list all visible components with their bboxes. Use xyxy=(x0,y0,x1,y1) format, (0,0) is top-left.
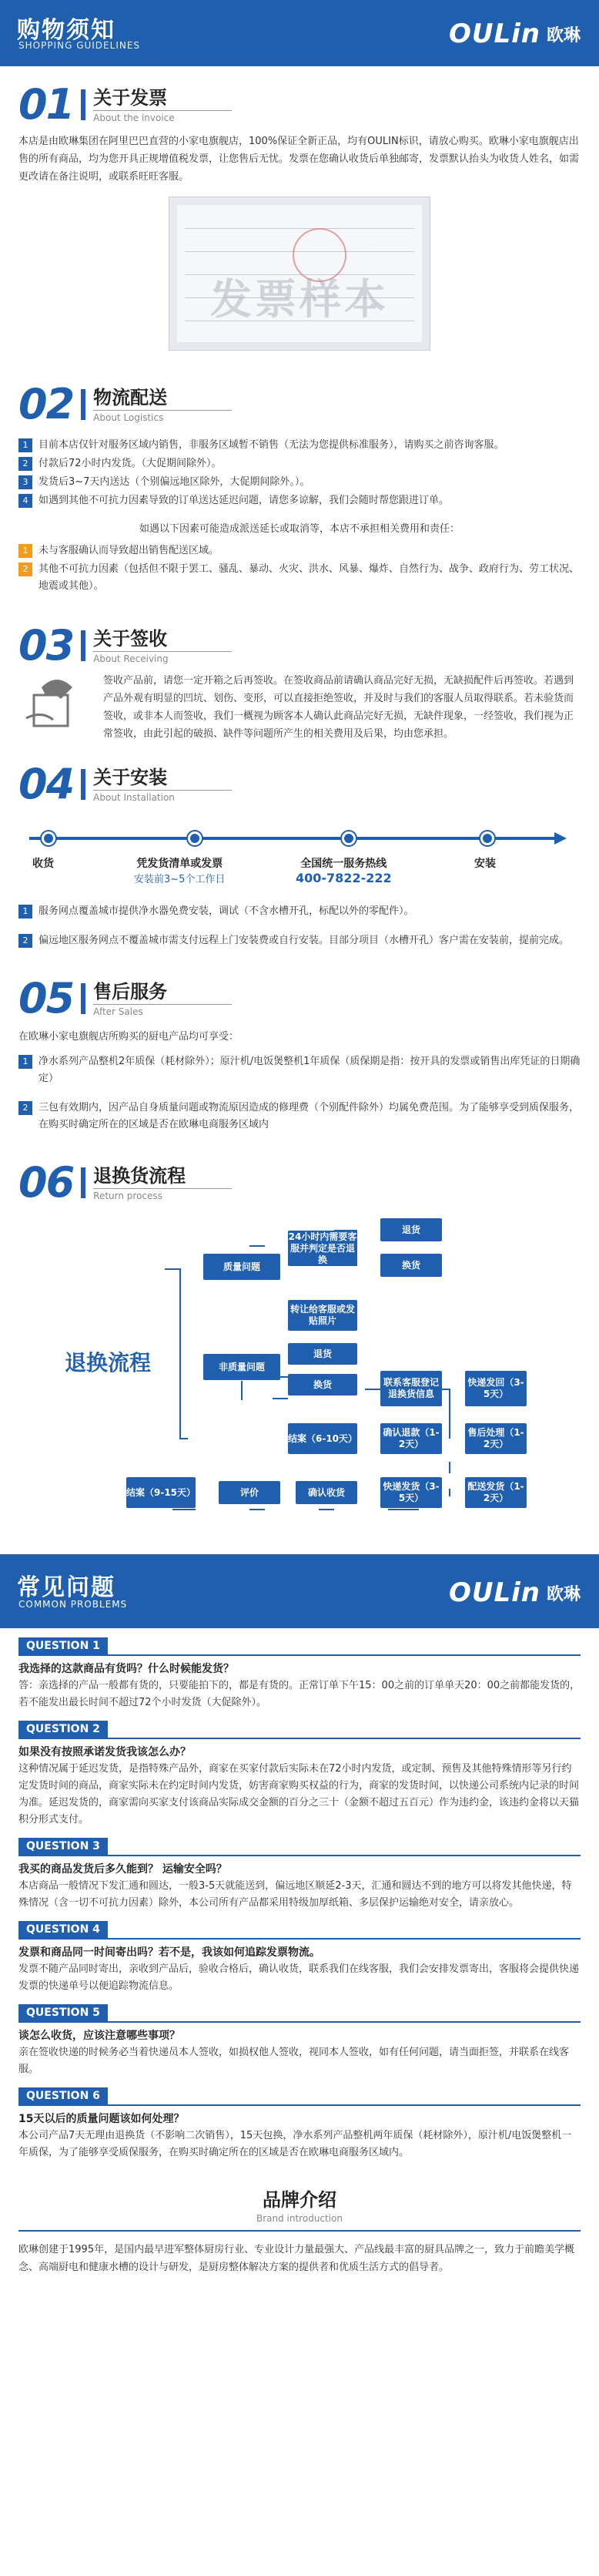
faq-item xyxy=(18,1628,581,1711)
section-aftersales xyxy=(0,968,599,1134)
divider xyxy=(81,769,85,800)
flow-node-deliver: 配送发货（1-2天） xyxy=(465,1477,527,1508)
aftersales-intro: 在欧琳小家电旗舰店所购买的厨电产品均可享受： xyxy=(18,1031,239,1043)
signature-icon xyxy=(18,672,88,734)
question-answer: 答：亲选择的产品一般都有货的，只要能拍下的，都是有货的。正常订单下午15：00之前的订单单天20：00之前都能发货的，若不能发出最长时间不超过72个小时发货（大促除外）。 xyxy=(18,1680,581,1708)
invoice-sample-image xyxy=(169,196,430,351)
flow-node-exchange2: 换货 xyxy=(288,1374,357,1395)
question-tag: QUESTION 1 xyxy=(18,1637,108,1654)
section-title: 售后服务 xyxy=(93,981,168,1003)
section-subtitle: Return process xyxy=(93,1188,232,1201)
list-item: 2 其他不可抗力因素（包括但不限于罢工、骚乱、暴动、火灾、洪水、风暴、爆炸、自然行为、战争、政府行为、劳工状况、地震或其他）。 xyxy=(18,561,581,595)
question-title: 发票和商品同一时间寄出吗？若不是，我该如何追踪发票物流。 xyxy=(18,1946,320,1959)
faq-item xyxy=(18,1829,581,1912)
flow-node-express: 快递发货（3-5天） xyxy=(380,1477,442,1508)
question-answer: 本公司产品7天无理由退换货（不影响二次销售），15天包换，净水系列产品整机两年质保（耗材除外），原汁机/电饭煲整机一年质保，为了能够享受质保服务，在购买时确定所在的区域是否在欧琳电商服务区域内。 xyxy=(18,2130,572,2158)
top-banner xyxy=(0,0,599,66)
timeline-step: 收货 xyxy=(32,858,54,870)
timeline-step: 安装 xyxy=(474,858,496,870)
faq-title: 常见问题 xyxy=(17,1574,115,1601)
question-tag: QUESTION 6 xyxy=(18,2087,108,2104)
section-subtitle: About the invoice xyxy=(93,110,232,123)
faq-item xyxy=(18,1711,581,1829)
section-title: 关于安装 xyxy=(93,767,168,788)
returns-flow-title: 退换流程 xyxy=(65,1350,152,1375)
section-title: 关于发票 xyxy=(93,87,168,109)
flow-node-receipt: 确认收货 xyxy=(296,1481,357,1504)
section-number: 06 xyxy=(18,1158,74,1207)
flow-node-nonquality: 非质量问题 xyxy=(203,1354,280,1380)
section-number: 05 xyxy=(18,974,74,1023)
section-subtitle: After Sales xyxy=(93,1004,232,1017)
arrow-right-icon xyxy=(554,832,567,845)
brand-intro-subtitle: Brand introduction xyxy=(256,2213,343,2224)
flow-node-settle: 结案（6-10天） xyxy=(288,1423,357,1454)
section-returns xyxy=(0,1152,599,1539)
flow-node-confirm: 确认退款（1-2天） xyxy=(380,1423,442,1454)
list-item: 1 未与客服确认而导致超出销售配送区域。 xyxy=(18,542,581,559)
list-item: 2 付款后72小时内发货。（大促期间除外）。 xyxy=(18,455,581,472)
section-title: 物流配送 xyxy=(93,387,168,408)
section-subtitle: About Logistics xyxy=(93,410,232,423)
receiving-text: 签收产品前，请您一定开箱之后再签收。在签收商品前请确认商品完好无损，无缺损配件后再签收。若遇到产品外观有明显的凹坑、划伤、变形，可以直接拒绝签收，并及时与我们的客服人员取得联系。若未验货而签收，或非本人而签收，我们一概视为顾客本人确认此商品完好无损，无缺件现象，一经签收，我们视为正常签收，由此引起的破损、缺件等问题所产生的相关费用及后果，均由您承担。 xyxy=(103,675,574,740)
section-receiving xyxy=(0,615,599,743)
question-tag: QUESTION 3 xyxy=(18,1838,108,1855)
faq-item xyxy=(18,1995,581,2078)
list-item: 4 如遇到其他不可抗力因素导致的订单送达延迟问题，请您多谅解，我们会随时帮您跟进订单。 xyxy=(18,492,581,509)
divider xyxy=(81,89,85,120)
section-number: 03 xyxy=(18,621,74,670)
brand-logo xyxy=(449,18,581,49)
section-logistics xyxy=(0,374,599,595)
question-answer: 发票不随产品同时寄出，亲收到产品后，验收合格后，确认收货，联系我们在线客服，我们会安排发票寄出，客服将会提供快递发票的快递单号以便追踪物流信息。 xyxy=(18,1963,580,1992)
brand-intro-text: 欧琳创建于1995年，是国内最早进军整体厨房行业、专业设计力量最强大、产品线最丰富的厨具品牌之一，致力于前瞻美学概念、高端厨电和健康水槽的设计与研发，是厨房整体解决方案的提供者和优质生活方式的倡导者。 xyxy=(18,2244,575,2273)
section-installation xyxy=(0,754,599,949)
section-number: 02 xyxy=(18,380,74,428)
divider xyxy=(81,983,85,1014)
flow-node-photo: 转让给客服或发贴照片 xyxy=(288,1300,357,1331)
brand-logo-text: OULin xyxy=(448,1577,540,1608)
faq-item xyxy=(18,1912,581,1995)
question-title: 我选择的这款商品有货吗？什么时候能发货？ xyxy=(18,1663,234,1675)
list-item: 1 目前本店仅针对服务区域内销售，非服务区域暂不销售（无法为您提供标准服务），请购买之前咨询客服。 xyxy=(18,437,581,454)
invoice-text: 本店是由欧琳集团在阿里巴巴直营的小家电旗舰店，100%保证全新正品，均有OULIN标识，请放心购买。欧琳小家电旗舰店出售的所有商品，均为您开具正规增值税发票，让您售后无忧。发票在您确认收货后单独邮寄，发票默认抬头为收货人姓名，如需更改请在备注说明，或联系旺旺客服。 xyxy=(18,136,580,183)
install-timeline xyxy=(18,811,581,895)
question-tag: QUESTION 2 xyxy=(18,1721,108,1738)
flow-node-pickup: 快递发回（3-5天） xyxy=(465,1371,527,1406)
section-subtitle: About Installation xyxy=(93,790,232,803)
flow-node-quality: 质量问题 xyxy=(203,1254,280,1280)
brand-logo xyxy=(449,1577,581,1608)
brand-intro-title: 品牌介绍 xyxy=(263,2189,336,2211)
question-title: 谈怎么收货，应该注意哪些事项？ xyxy=(18,2030,180,2042)
question-answer: 这种情况属于延迟发货，是指特殊产品外，商家在买家付款后实际未在72小时内发货，或定制、预售及其他特殊情形等另行约定发货时间的商品，商家实际未在约定时间内发货，妨害商家购买权益的行为，商家的发货时间，以快递公司系统内记录的时间为准。延迟发货的，商家需向买家支付该商品实际成交金额的百分之三十（金额不超过五百元）作为违约金，该违约金将以天猫积分形式支付。 xyxy=(18,1763,580,1825)
section-title: 退换货流程 xyxy=(93,1165,186,1187)
question-tag: QUESTION 5 xyxy=(18,2004,108,2021)
returns-flowchart xyxy=(18,1207,581,1539)
flow-node-exchange: 换货 xyxy=(380,1254,442,1277)
list-item: 1 净水系列产品整机2年质保（耗材除外）；原汁机/电饭煲整机1年质保（质保期是指：按开具的发票或销售出库凭证的日期确定） xyxy=(18,1053,581,1087)
divider xyxy=(81,389,85,420)
faq-item xyxy=(18,2078,581,2161)
flow-node-return2: 退货 xyxy=(288,1343,357,1365)
question-tag: QUESTION 4 xyxy=(18,1921,108,1938)
section-title: 关于签收 xyxy=(93,628,168,650)
flow-node-return: 退货 xyxy=(380,1218,442,1241)
list-item: 3 发货后3~7天内送达（个别偏远地区除外，大促期间除外。）。 xyxy=(18,474,581,491)
section-number: 01 xyxy=(18,80,74,129)
brand-intro-header xyxy=(0,2185,599,2224)
brand-logo-text: OULin xyxy=(448,18,540,49)
list-item: 2 三包有效期内，因产品自身质量问题或物流原因造成的修理费（个别配件除外）均属免费范围。为了能够享受到质保服务，在购买时确定所在的区域是否在欧琳电商服务区域内 xyxy=(18,1100,581,1134)
flow-node-close: 结案（9-15天） xyxy=(126,1477,196,1508)
section-number: 04 xyxy=(18,760,74,808)
faq-banner xyxy=(0,1554,599,1628)
timeline-step: 全国统一服务热线 400-7822-222 xyxy=(296,858,392,885)
page-subtitle: SHOPPING GUIDELINES xyxy=(18,40,141,51)
brand-logo-cn: 欧琳 xyxy=(546,25,581,45)
page-title: 购物须知 xyxy=(17,17,115,44)
question-title: 如果没有按照承诺发货我该怎么办？ xyxy=(18,1746,191,1758)
flow-node-eval: 评价 xyxy=(219,1481,280,1504)
logistics-note: 如遇以下因素可能造成派送延长或取消等，本店不承担相关费用和责任： xyxy=(139,523,460,535)
divider xyxy=(81,630,85,661)
flow-node-24h: 24小时内需要客服并判定是否退换 xyxy=(288,1231,357,1265)
section-subtitle: About Receiving xyxy=(93,651,232,664)
brand-logo-cn: 欧琳 xyxy=(546,1584,581,1604)
list-item: 1 服务网点覆盖城市提供净水器免费安装，调试（不含水槽开孔，标配以外的零配件）。 xyxy=(18,903,581,920)
question-answer: 亲在签收快递的时候务必当着快递员本人签收，如损权他人签收，视同本人签收，如有任何问题，请当面拒签，并联系在线客服。 xyxy=(18,2047,570,2075)
question-answer: 本店商品一般情况下发汇通和圆达，一般3-5天就能送到，偏远地区顺延2-3天，汇通和圆达不到的地方可以将发其他快递，特殊情况（含一切不可抗力因素）除外，本公司所有产品都采用特级加厚纸箱、多层保护运输绝对安全，请亲放心。 xyxy=(18,1880,572,1909)
question-title: 15天以后的质量问题该如何处理？ xyxy=(18,2113,185,2125)
timeline-step: 凭发货清单或发票 安装前3~5个工作日 xyxy=(134,858,226,885)
flow-node-contact: 联系客服登记退换货信息 xyxy=(380,1371,442,1406)
invoice-watermark: 发票样本 xyxy=(210,275,389,324)
divider xyxy=(81,1167,85,1198)
faq-subtitle: COMMON PROBLEMS xyxy=(18,1599,128,1610)
section-invoice xyxy=(0,74,599,351)
flow-node-handle: 售后处理（1-2天） xyxy=(465,1423,527,1454)
question-title: 我买的商品发货后多久能到？ 运输安全吗？ xyxy=(18,1863,227,1876)
list-item: 2 偏远地区服务网点不覆盖城市需支付远程上门安装费或自行安装。目部分项目（水槽开孔）客户需在安装前，提前完成。 xyxy=(18,932,581,949)
divider xyxy=(18,2230,581,2232)
